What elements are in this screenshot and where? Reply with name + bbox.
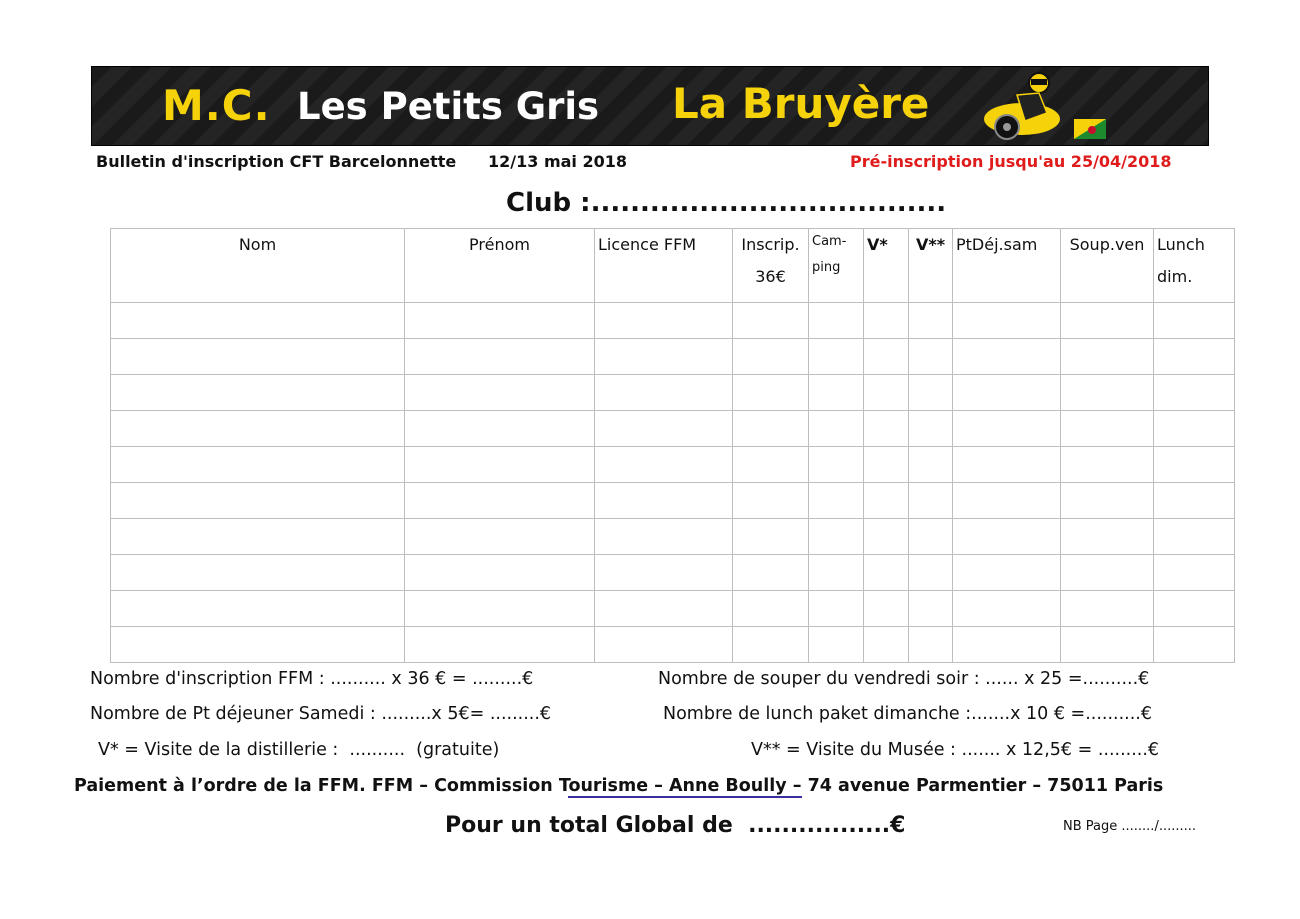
event-date: 12/13 mai 2018 bbox=[488, 152, 627, 171]
cell[interactable] bbox=[1061, 555, 1154, 591]
cell[interactable] bbox=[909, 627, 953, 663]
cell[interactable] bbox=[909, 483, 953, 519]
table-row[interactable] bbox=[111, 555, 1235, 591]
cell[interactable] bbox=[1154, 447, 1235, 483]
col-camping-label-2: ping bbox=[812, 260, 841, 275]
cell[interactable] bbox=[733, 303, 809, 339]
cell[interactable] bbox=[405, 339, 595, 375]
visit-musee-line[interactable]: V** = Visite du Musée : ....... x 12,5€ = .........€ bbox=[751, 740, 1160, 760]
cell[interactable] bbox=[1061, 411, 1154, 447]
table-row[interactable] bbox=[111, 339, 1235, 375]
cell[interactable] bbox=[111, 555, 405, 591]
total-global[interactable]: Pour un total Global de .................€ bbox=[445, 813, 906, 838]
payment-text-before: Paiement à l’ordre de la FFM. FFM – Commission T bbox=[74, 776, 569, 796]
header-banner bbox=[91, 66, 1209, 146]
cell[interactable] bbox=[405, 627, 595, 663]
cell[interactable] bbox=[864, 339, 909, 375]
club-field[interactable]: Club :.................................... bbox=[506, 188, 947, 218]
cell[interactable] bbox=[405, 447, 595, 483]
cell[interactable] bbox=[111, 411, 405, 447]
cell[interactable] bbox=[809, 339, 864, 375]
cell[interactable] bbox=[595, 591, 733, 627]
col-v2: V** bbox=[909, 229, 953, 303]
cell[interactable] bbox=[595, 339, 733, 375]
payment-instructions bbox=[74, 776, 1163, 796]
cell[interactable] bbox=[733, 339, 809, 375]
cell[interactable] bbox=[595, 303, 733, 339]
cell[interactable] bbox=[953, 555, 1061, 591]
cell[interactable] bbox=[1154, 303, 1235, 339]
cell[interactable] bbox=[405, 375, 595, 411]
col-lunch bbox=[1154, 229, 1235, 303]
table-row[interactable] bbox=[111, 411, 1235, 447]
cell[interactable] bbox=[111, 339, 405, 375]
cell[interactable] bbox=[405, 411, 595, 447]
cell[interactable] bbox=[953, 375, 1061, 411]
cell[interactable] bbox=[1061, 303, 1154, 339]
col-camping bbox=[809, 229, 864, 303]
cell[interactable] bbox=[953, 591, 1061, 627]
cell[interactable] bbox=[405, 591, 595, 627]
table-header-row bbox=[111, 229, 1235, 303]
cell[interactable] bbox=[405, 519, 595, 555]
cell[interactable] bbox=[864, 627, 909, 663]
col-inscription-price: 36€ bbox=[755, 267, 786, 286]
cell[interactable] bbox=[733, 411, 809, 447]
cell[interactable] bbox=[809, 411, 864, 447]
cell[interactable] bbox=[864, 447, 909, 483]
preinscription-deadline: Pré-inscription jusqu'au 25/04/2018 bbox=[850, 152, 1172, 171]
cell[interactable] bbox=[953, 411, 1061, 447]
total-souper-line[interactable]: Nombre de souper du vendredi soir : ...... x 25 =..........€ bbox=[658, 669, 1150, 689]
cell[interactable] bbox=[1061, 447, 1154, 483]
banner-club-name: Les Petits Gris bbox=[297, 85, 600, 128]
cell[interactable] bbox=[1154, 555, 1235, 591]
cell[interactable] bbox=[809, 591, 864, 627]
cell[interactable] bbox=[864, 591, 909, 627]
cell[interactable] bbox=[809, 303, 864, 339]
cell[interactable] bbox=[809, 555, 864, 591]
banner-mc: M.C. bbox=[162, 81, 271, 130]
cell[interactable] bbox=[405, 303, 595, 339]
cell[interactable] bbox=[733, 555, 809, 591]
table-row[interactable] bbox=[111, 483, 1235, 519]
cell[interactable] bbox=[111, 519, 405, 555]
cell[interactable] bbox=[1061, 591, 1154, 627]
table-row[interactable] bbox=[111, 303, 1235, 339]
cell[interactable] bbox=[1154, 519, 1235, 555]
cell[interactable] bbox=[1154, 483, 1235, 519]
cell[interactable] bbox=[733, 591, 809, 627]
cell[interactable] bbox=[595, 411, 733, 447]
table-row[interactable] bbox=[111, 591, 1235, 627]
cell[interactable] bbox=[1061, 519, 1154, 555]
table-row[interactable] bbox=[111, 447, 1235, 483]
cell[interactable] bbox=[953, 519, 1061, 555]
col-inscription-label: Inscrip. bbox=[741, 235, 800, 254]
cell[interactable] bbox=[809, 519, 864, 555]
col-soup: Soup.ven bbox=[1061, 229, 1154, 303]
cell[interactable] bbox=[953, 447, 1061, 483]
cell[interactable] bbox=[1061, 627, 1154, 663]
cell[interactable] bbox=[733, 483, 809, 519]
payment-text-after: 74 avenue Parmentier – 75011 Paris bbox=[801, 776, 1164, 796]
cell[interactable] bbox=[953, 627, 1061, 663]
col-nom: Nom bbox=[111, 229, 405, 303]
cell[interactable] bbox=[733, 627, 809, 663]
form-title: Bulletin d'inscription CFT Barcelonnette bbox=[96, 152, 457, 171]
total-inscription-line[interactable]: Nombre d'inscription FFM : .......... x 36 € = .........€ bbox=[90, 669, 534, 689]
col-licence: Licence FFM bbox=[595, 229, 733, 303]
col-v1: V* bbox=[864, 229, 909, 303]
cell[interactable] bbox=[1154, 627, 1235, 663]
cell[interactable] bbox=[909, 555, 953, 591]
visit-distillerie-line[interactable]: V* = Visite de la distillerie : .......... (gratuite) bbox=[98, 740, 500, 760]
payment-text-underlined: ourisme – Anne Boully – bbox=[568, 776, 802, 796]
table-row[interactable] bbox=[111, 375, 1235, 411]
col-lunch-label-1: Lunch bbox=[1157, 235, 1205, 254]
motorcyclist-icon bbox=[977, 69, 1067, 143]
cell[interactable] bbox=[909, 519, 953, 555]
cell[interactable] bbox=[111, 591, 405, 627]
cell[interactable] bbox=[953, 339, 1061, 375]
col-camping-label-1: Cam- bbox=[812, 234, 847, 249]
table-row[interactable] bbox=[111, 627, 1235, 663]
total-ptdej-line[interactable]: Nombre de Pt déjeuner Samedi : .........x 5€= .........€ bbox=[90, 704, 552, 724]
cell[interactable] bbox=[864, 411, 909, 447]
cell[interactable] bbox=[864, 375, 909, 411]
cell[interactable] bbox=[953, 483, 1061, 519]
cell[interactable] bbox=[864, 483, 909, 519]
total-lunch-line[interactable]: Nombre de lunch paket dimanche :.......x 10 € =..........€ bbox=[663, 704, 1152, 724]
table-row[interactable] bbox=[111, 519, 1235, 555]
cell[interactable] bbox=[595, 483, 733, 519]
banner-location: La Bruyère bbox=[672, 79, 930, 128]
col-prenom: Prénom bbox=[405, 229, 595, 303]
cell[interactable] bbox=[595, 447, 733, 483]
cell[interactable] bbox=[909, 375, 953, 411]
cell[interactable] bbox=[595, 375, 733, 411]
cell[interactable] bbox=[953, 303, 1061, 339]
cell[interactable] bbox=[595, 519, 733, 555]
cell[interactable] bbox=[909, 447, 953, 483]
cell[interactable] bbox=[1154, 411, 1235, 447]
cell[interactable] bbox=[809, 627, 864, 663]
cell[interactable] bbox=[595, 555, 733, 591]
cell[interactable] bbox=[864, 555, 909, 591]
cell[interactable] bbox=[111, 627, 405, 663]
cell[interactable] bbox=[111, 447, 405, 483]
page-number: NB Page ......../......... bbox=[1063, 819, 1197, 834]
cell[interactable] bbox=[405, 483, 595, 519]
cell[interactable] bbox=[595, 627, 733, 663]
cell[interactable] bbox=[111, 483, 405, 519]
col-ptdej: PtDéj.sam bbox=[953, 229, 1061, 303]
cell[interactable] bbox=[733, 519, 809, 555]
cell[interactable] bbox=[1061, 483, 1154, 519]
cell[interactable] bbox=[864, 303, 909, 339]
cell[interactable] bbox=[909, 303, 953, 339]
cell[interactable] bbox=[909, 339, 953, 375]
cell[interactable] bbox=[1061, 339, 1154, 375]
cell[interactable] bbox=[1154, 339, 1235, 375]
cell[interactable] bbox=[909, 411, 953, 447]
cell[interactable] bbox=[1061, 375, 1154, 411]
cell[interactable] bbox=[733, 375, 809, 411]
cell[interactable] bbox=[111, 303, 405, 339]
cell[interactable] bbox=[1154, 591, 1235, 627]
cell[interactable] bbox=[809, 447, 864, 483]
cell[interactable] bbox=[1154, 375, 1235, 411]
cell[interactable] bbox=[809, 483, 864, 519]
cell[interactable] bbox=[111, 375, 405, 411]
cell[interactable] bbox=[733, 447, 809, 483]
cell[interactable] bbox=[809, 375, 864, 411]
flag-icon bbox=[1074, 119, 1106, 139]
cell[interactable] bbox=[909, 591, 953, 627]
cell[interactable] bbox=[864, 519, 909, 555]
col-inscription bbox=[733, 229, 809, 303]
cell[interactable] bbox=[405, 555, 595, 591]
col-lunch-label-2: dim. bbox=[1157, 267, 1193, 286]
registration-table bbox=[110, 228, 1235, 663]
